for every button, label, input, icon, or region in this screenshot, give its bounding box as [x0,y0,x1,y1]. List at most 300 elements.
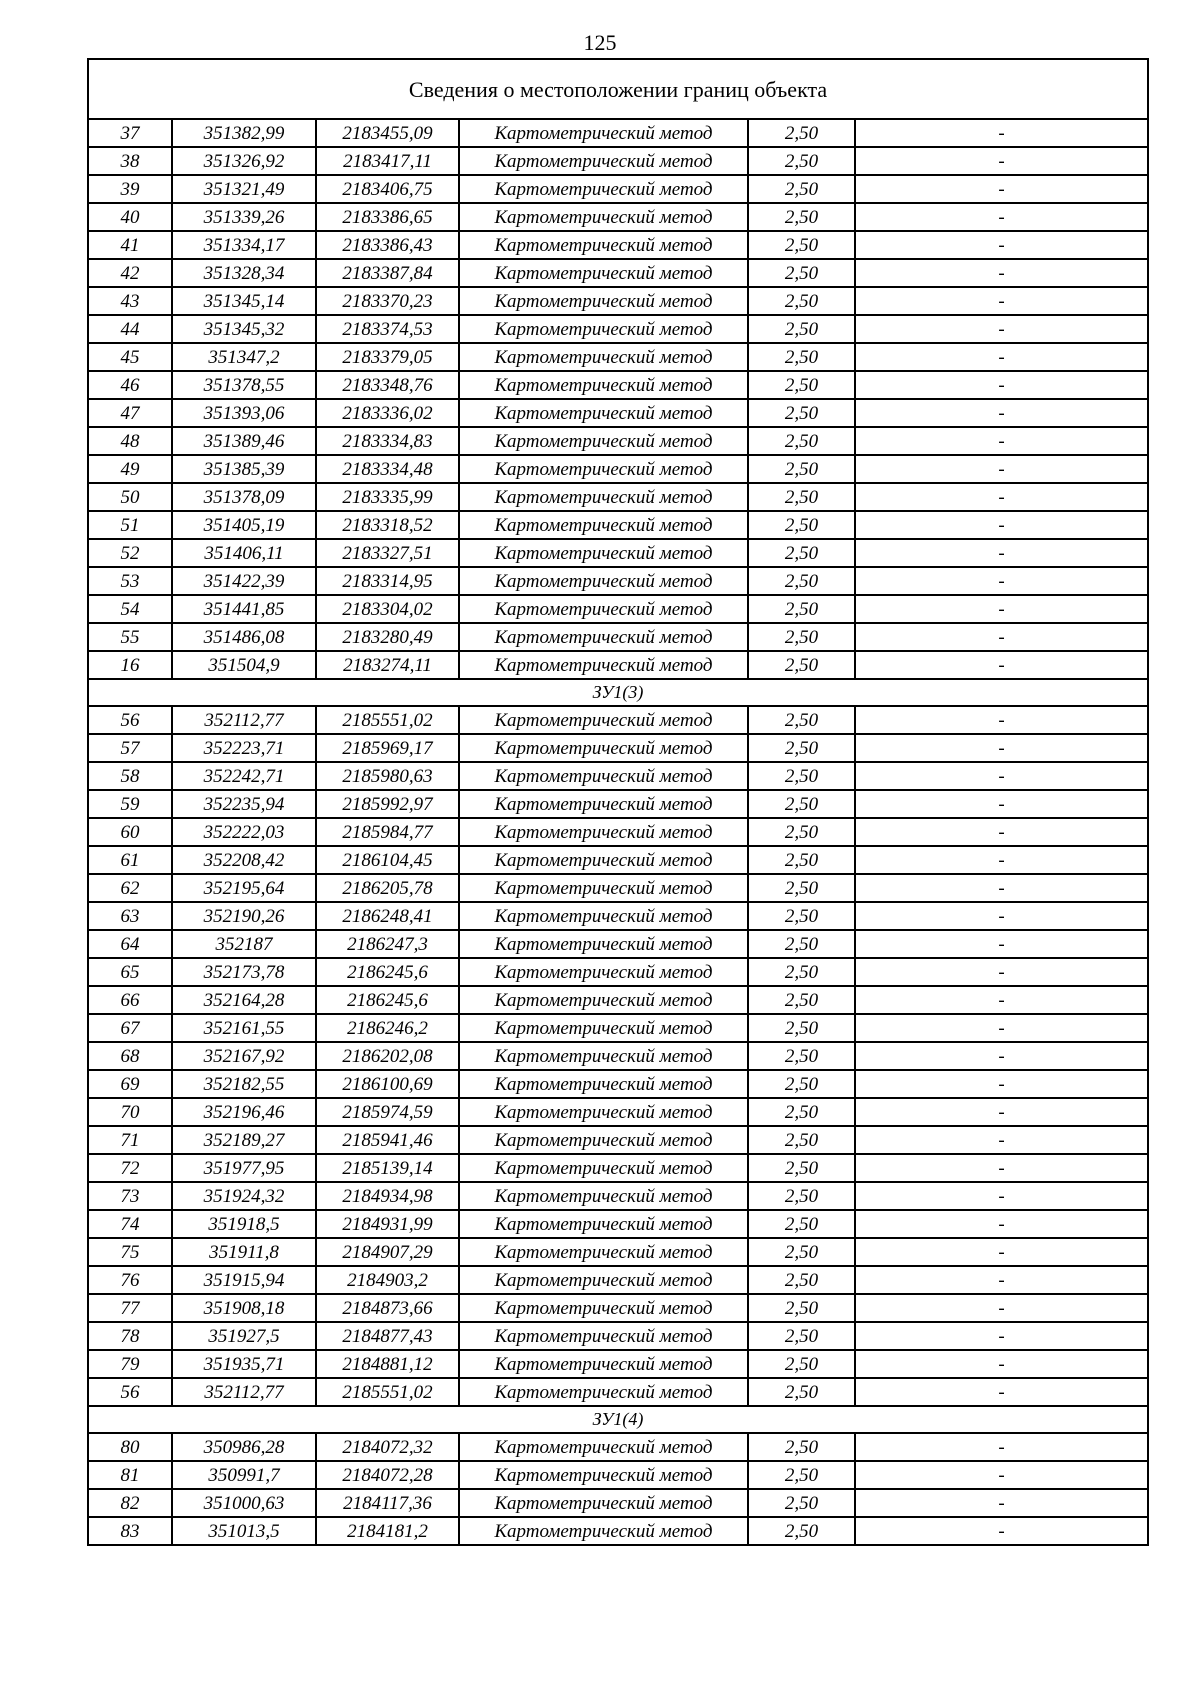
cell-point-number: 58 [88,762,172,790]
cell-point-number: 49 [88,455,172,483]
cell-accuracy: 2,50 [748,1350,855,1378]
cell-description: - [855,1014,1148,1042]
cell-coord-y: 2184931,99 [316,1210,459,1238]
cell-point-number: 43 [88,287,172,315]
cell-accuracy: 2,50 [748,455,855,483]
cell-description: - [855,343,1148,371]
table-row [88,1182,1148,1210]
cell-method: Картометрический метод [459,930,748,958]
table-row [88,790,1148,818]
cell-accuracy: 2,50 [748,119,855,147]
cell-method: Картометрический метод [459,567,748,595]
cell-coord-x: 351000,63 [172,1489,316,1517]
cell-coord-y: 2183348,76 [316,371,459,399]
cell-coord-x: 351326,92 [172,147,316,175]
cell-coord-y: 2183280,49 [316,623,459,651]
cell-point-number: 60 [88,818,172,846]
cell-coord-x: 351422,39 [172,567,316,595]
cell-coord-x: 351915,94 [172,1266,316,1294]
cell-description: - [855,623,1148,651]
cell-accuracy: 2,50 [748,958,855,986]
cell-description: - [855,539,1148,567]
table-row [88,315,1148,343]
cell-point-number: 56 [88,706,172,734]
table-row [88,818,1148,846]
cell-coord-y: 2183327,51 [316,539,459,567]
cell-coord-x: 352235,94 [172,790,316,818]
cell-accuracy: 2,50 [748,343,855,371]
cell-description: - [855,1042,1148,1070]
cell-coord-y: 2183406,75 [316,175,459,203]
cell-method: Картометрический метод [459,511,748,539]
cell-coord-x: 351378,09 [172,483,316,511]
cell-coord-y: 2183370,23 [316,287,459,315]
cell-coord-y: 2183318,52 [316,511,459,539]
cell-point-number: 57 [88,734,172,762]
table-row [88,1378,1148,1406]
cell-coord-y: 2183374,53 [316,315,459,343]
table-row [88,343,1148,371]
table-row [88,371,1148,399]
cell-coord-y: 2185941,46 [316,1126,459,1154]
table-row [88,259,1148,287]
cell-accuracy: 2,50 [748,427,855,455]
cell-coord-y: 2184903,2 [316,1266,459,1294]
cell-accuracy: 2,50 [748,203,855,231]
cell-coord-x: 352167,92 [172,1042,316,1070]
cell-description: - [855,1322,1148,1350]
cell-description: - [855,119,1148,147]
cell-point-number: 83 [88,1517,172,1545]
cell-coord-x: 351389,46 [172,427,316,455]
table-row [88,427,1148,455]
table-row [88,1070,1148,1098]
cell-coord-y: 2184934,98 [316,1182,459,1210]
cell-point-number: 68 [88,1042,172,1070]
cell-method: Картометрический метод [459,1070,748,1098]
cell-coord-x: 351334,17 [172,231,316,259]
cell-coord-x: 352182,55 [172,1070,316,1098]
table-title: Сведения о местоположении границ объекта [88,59,1148,119]
cell-coord-x: 351339,26 [172,203,316,231]
cell-point-number: 55 [88,623,172,651]
cell-point-number: 63 [88,902,172,930]
cell-coord-x: 351935,71 [172,1350,316,1378]
cell-coord-y: 2184873,66 [316,1294,459,1322]
cell-coord-x: 351382,99 [172,119,316,147]
cell-coord-y: 2183335,99 [316,483,459,511]
cell-method: Картометрический метод [459,1238,748,1266]
table-title-row [88,59,1148,119]
cell-method: Картометрический метод [459,1294,748,1322]
cell-point-number: 54 [88,595,172,623]
table-row [88,455,1148,483]
cell-point-number: 79 [88,1350,172,1378]
cell-accuracy: 2,50 [748,734,855,762]
cell-coord-x: 350986,28 [172,1433,316,1461]
cell-coord-y: 2185139,14 [316,1154,459,1182]
cell-description: - [855,1154,1148,1182]
cell-method: Картометрический метод [459,1042,748,1070]
cell-method: Картометрический метод [459,147,748,175]
table-row [88,1350,1148,1378]
cell-coord-x: 352208,42 [172,846,316,874]
table-row [88,1098,1148,1126]
cell-accuracy: 2,50 [748,231,855,259]
cell-method: Картометрический метод [459,455,748,483]
cell-method: Картометрический метод [459,399,748,427]
cell-point-number: 71 [88,1126,172,1154]
cell-method: Картометрический метод [459,874,748,902]
cell-point-number: 72 [88,1154,172,1182]
cell-coord-y: 2183455,09 [316,119,459,147]
cell-coord-x: 351378,55 [172,371,316,399]
table-row [88,1238,1148,1266]
cell-coord-x: 352112,77 [172,706,316,734]
cell-coord-y: 2186202,08 [316,1042,459,1070]
cell-coord-x: 351918,5 [172,1210,316,1238]
cell-method: Картометрический метод [459,1322,748,1350]
table-row [88,147,1148,175]
cell-method: Картометрический метод [459,427,748,455]
cell-coord-x: 352161,55 [172,1014,316,1042]
cell-coord-x: 351486,08 [172,623,316,651]
cell-method: Картометрический метод [459,1517,748,1545]
cell-method: Картометрический метод [459,119,748,147]
cell-point-number: 48 [88,427,172,455]
cell-point-number: 62 [88,874,172,902]
cell-accuracy: 2,50 [748,790,855,818]
cell-accuracy: 2,50 [748,1489,855,1517]
table-row [88,567,1148,595]
cell-point-number: 47 [88,399,172,427]
cell-point-number: 75 [88,1238,172,1266]
cell-description: - [855,1098,1148,1126]
cell-point-number: 39 [88,175,172,203]
cell-accuracy: 2,50 [748,1070,855,1098]
cell-coord-x: 351441,85 [172,595,316,623]
cell-coord-x: 352222,03 [172,818,316,846]
cell-point-number: 37 [88,119,172,147]
cell-coord-y: 2183334,83 [316,427,459,455]
cell-coord-x: 352187 [172,930,316,958]
cell-accuracy: 2,50 [748,175,855,203]
cell-description: - [855,483,1148,511]
cell-method: Картометрический метод [459,818,748,846]
table-row [88,706,1148,734]
cell-point-number: 38 [88,147,172,175]
table-row [88,1014,1148,1042]
cell-method: Картометрический метод [459,902,748,930]
cell-description: - [855,203,1148,231]
cell-method: Картометрический метод [459,706,748,734]
cell-method: Картометрический метод [459,958,748,986]
cell-accuracy: 2,50 [748,1042,855,1070]
cell-description: - [855,1378,1148,1406]
cell-coord-y: 2186246,2 [316,1014,459,1042]
cell-description: - [855,1461,1148,1489]
cell-accuracy: 2,50 [748,371,855,399]
cell-accuracy: 2,50 [748,315,855,343]
table-row [88,930,1148,958]
cell-accuracy: 2,50 [748,1098,855,1126]
cell-point-number: 56 [88,1378,172,1406]
cell-accuracy: 2,50 [748,818,855,846]
cell-description: - [855,1238,1148,1266]
cell-coord-y: 2183314,95 [316,567,459,595]
table-row [88,175,1148,203]
cell-method: Картометрический метод [459,734,748,762]
cell-method: Картометрический метод [459,846,748,874]
cell-description: - [855,175,1148,203]
table-row [88,539,1148,567]
cell-coord-x: 351345,14 [172,287,316,315]
cell-coord-y: 2186104,45 [316,846,459,874]
cell-coord-y: 2186205,78 [316,874,459,902]
cell-coord-y: 2185992,97 [316,790,459,818]
cell-accuracy: 2,50 [748,623,855,651]
cell-coord-x: 352189,27 [172,1126,316,1154]
cell-coord-x: 352242,71 [172,762,316,790]
table-row [88,287,1148,315]
cell-coord-x: 352223,71 [172,734,316,762]
cell-point-number: 52 [88,539,172,567]
cell-accuracy: 2,50 [748,1182,855,1210]
cell-coord-x: 351347,2 [172,343,316,371]
cell-description: - [855,1210,1148,1238]
cell-coord-y: 2186248,41 [316,902,459,930]
cell-coord-x: 352195,64 [172,874,316,902]
cell-accuracy: 2,50 [748,1378,855,1406]
cell-method: Картометрический метод [459,343,748,371]
table-row [88,902,1148,930]
cell-method: Картометрический метод [459,1182,748,1210]
cell-method: Картометрический метод [459,287,748,315]
cell-method: Картометрический метод [459,1210,748,1238]
cell-description: - [855,651,1148,679]
cell-method: Картометрический метод [459,790,748,818]
table-row [88,1322,1148,1350]
cell-method: Картометрический метод [459,259,748,287]
table-row [88,203,1148,231]
cell-description: - [855,958,1148,986]
cell-accuracy: 2,50 [748,846,855,874]
cell-coord-y: 2183336,02 [316,399,459,427]
cell-method: Картометрический метод [459,651,748,679]
cell-description: - [855,846,1148,874]
cell-accuracy: 2,50 [748,287,855,315]
cell-coord-y: 2183386,43 [316,231,459,259]
cell-accuracy: 2,50 [748,762,855,790]
table-row [88,1266,1148,1294]
cell-accuracy: 2,50 [748,1266,855,1294]
table-row [88,1517,1148,1545]
cell-accuracy: 2,50 [748,1433,855,1461]
cell-point-number: 76 [88,1266,172,1294]
table-row [88,595,1148,623]
cell-coord-y: 2186245,6 [316,986,459,1014]
table-row [88,651,1148,679]
cell-accuracy: 2,50 [748,874,855,902]
cell-method: Картометрический метод [459,1014,748,1042]
cell-method: Картометрический метод [459,1461,748,1489]
cell-method: Картометрический метод [459,1098,748,1126]
cell-point-number: 61 [88,846,172,874]
cell-method: Картометрический метод [459,371,748,399]
cell-point-number: 65 [88,958,172,986]
cell-description: - [855,371,1148,399]
cell-accuracy: 2,50 [748,567,855,595]
cell-point-number: 81 [88,1461,172,1489]
cell-coord-x: 351924,32 [172,1182,316,1210]
cell-point-number: 53 [88,567,172,595]
cell-coord-x: 352112,77 [172,1378,316,1406]
table-row [88,1489,1148,1517]
cell-description: - [855,1126,1148,1154]
cell-coord-x: 351504,9 [172,651,316,679]
cell-accuracy: 2,50 [748,1014,855,1042]
cell-point-number: 74 [88,1210,172,1238]
cell-point-number: 82 [88,1489,172,1517]
cell-accuracy: 2,50 [748,1154,855,1182]
cell-point-number: 42 [88,259,172,287]
cell-accuracy: 2,50 [748,930,855,958]
cell-point-number: 64 [88,930,172,958]
cell-description: - [855,706,1148,734]
cell-accuracy: 2,50 [748,1294,855,1322]
cell-coord-y: 2183274,11 [316,651,459,679]
cell-description: - [855,147,1148,175]
cell-accuracy: 2,50 [748,651,855,679]
cell-description: - [855,818,1148,846]
cell-description: - [855,595,1148,623]
cell-description: - [855,1517,1148,1545]
table-row [88,958,1148,986]
cell-point-number: 51 [88,511,172,539]
cell-coord-y: 2185980,63 [316,762,459,790]
cell-accuracy: 2,50 [748,1322,855,1350]
cell-point-number: 77 [88,1294,172,1322]
cell-description: - [855,399,1148,427]
table-row [88,511,1148,539]
table-row [88,874,1148,902]
cell-point-number: 59 [88,790,172,818]
cell-coord-y: 2184877,43 [316,1322,459,1350]
section-header-row [88,1406,1148,1433]
cell-description: - [855,1294,1148,1322]
cell-accuracy: 2,50 [748,1126,855,1154]
cell-coord-y: 2183387,84 [316,259,459,287]
table-row [88,1042,1148,1070]
cell-point-number: 80 [88,1433,172,1461]
table-row [88,986,1148,1014]
cell-coord-y: 2183334,48 [316,455,459,483]
cell-coord-x: 351977,95 [172,1154,316,1182]
cell-point-number: 45 [88,343,172,371]
cell-coord-y: 2185974,59 [316,1098,459,1126]
cell-coord-y: 2186100,69 [316,1070,459,1098]
cell-coord-y: 2185969,17 [316,734,459,762]
cell-description: - [855,427,1148,455]
cell-method: Картометрический метод [459,203,748,231]
cell-coord-x: 352190,26 [172,902,316,930]
cell-accuracy: 2,50 [748,1461,855,1489]
cell-method: Картометрический метод [459,1126,748,1154]
cell-method: Картометрический метод [459,623,748,651]
cell-description: - [855,287,1148,315]
table-row [88,762,1148,790]
cell-coord-y: 2185984,77 [316,818,459,846]
cell-coord-x: 351321,49 [172,175,316,203]
cell-accuracy: 2,50 [748,706,855,734]
table-row [88,231,1148,259]
table-row [88,1294,1148,1322]
cell-description: - [855,1489,1148,1517]
cell-description: - [855,762,1148,790]
cell-accuracy: 2,50 [748,986,855,1014]
cell-method: Картометрический метод [459,1489,748,1517]
cell-description: - [855,930,1148,958]
cell-coord-y: 2183304,02 [316,595,459,623]
cell-accuracy: 2,50 [748,511,855,539]
cell-coord-y: 2184117,36 [316,1489,459,1517]
cell-method: Картометрический метод [459,1378,748,1406]
cell-coord-x: 351406,11 [172,539,316,567]
cell-description: - [855,902,1148,930]
cell-point-number: 50 [88,483,172,511]
cell-coord-y: 2186245,6 [316,958,459,986]
cell-description: - [855,1266,1148,1294]
table-row [88,623,1148,651]
cell-method: Картометрический метод [459,986,748,1014]
cell-coord-x: 351328,34 [172,259,316,287]
cell-point-number: 73 [88,1182,172,1210]
cell-coord-y: 2184072,28 [316,1461,459,1489]
cell-accuracy: 2,50 [748,259,855,287]
cell-description: - [855,986,1148,1014]
cell-coord-y: 2183417,11 [316,147,459,175]
cell-accuracy: 2,50 [748,483,855,511]
table-row [88,1154,1148,1182]
cell-point-number: 44 [88,315,172,343]
cell-method: Картометрический метод [459,483,748,511]
table-row [88,1433,1148,1461]
cell-method: Картометрический метод [459,1154,748,1182]
cell-method: Картометрический метод [459,231,748,259]
cell-coord-x: 351927,5 [172,1322,316,1350]
cell-method: Картометрический метод [459,1433,748,1461]
cell-coord-x: 351911,8 [172,1238,316,1266]
cell-description: - [855,567,1148,595]
cell-coord-y: 2184881,12 [316,1350,459,1378]
table-row [88,1126,1148,1154]
cell-accuracy: 2,50 [748,399,855,427]
cell-accuracy: 2,50 [748,1210,855,1238]
table-row [88,483,1148,511]
cell-coord-x: 352164,28 [172,986,316,1014]
cell-method: Картометрический метод [459,762,748,790]
cell-description: - [855,1350,1148,1378]
cell-accuracy: 2,50 [748,902,855,930]
table-row [88,734,1148,762]
cell-coord-x: 351393,06 [172,399,316,427]
cell-coord-y: 2184181,2 [316,1517,459,1545]
cell-description: - [855,511,1148,539]
table-row [88,399,1148,427]
cell-coord-y: 2183386,65 [316,203,459,231]
cell-point-number: 41 [88,231,172,259]
cell-method: Картометрический метод [459,175,748,203]
